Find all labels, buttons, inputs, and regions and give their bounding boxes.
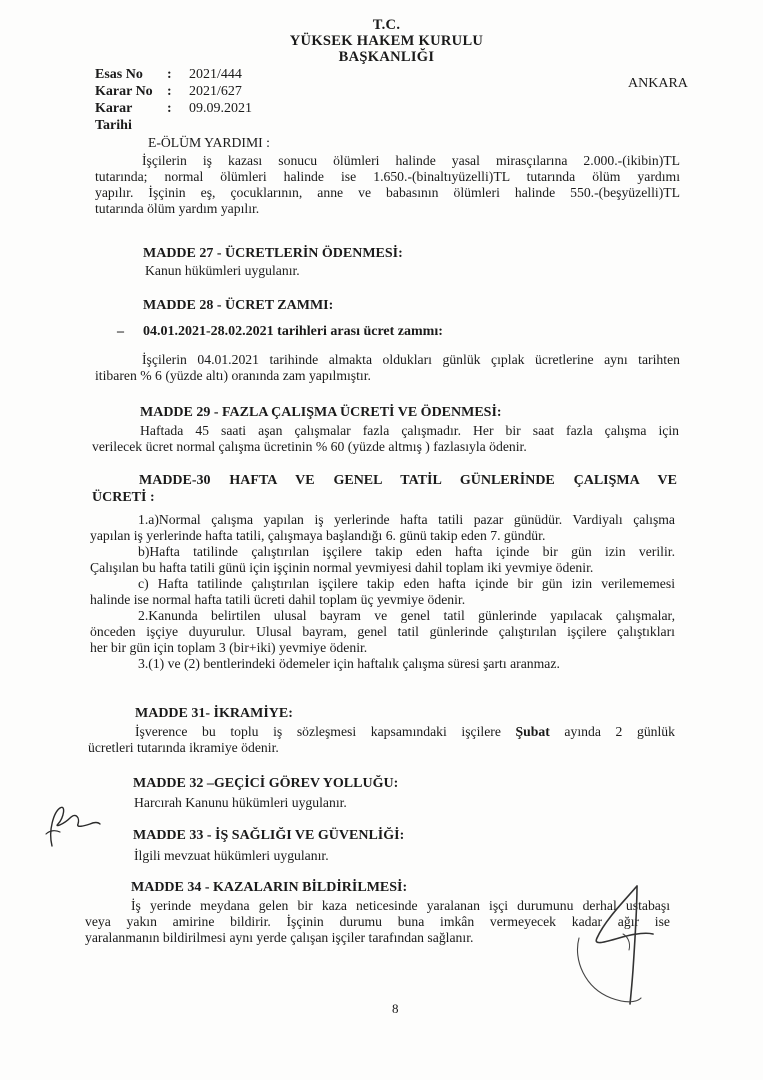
body-line: Haftada 45 saati aşan çalışmalar fazla çalışmadır. Her bir saat fazla çalışma için	[140, 423, 679, 438]
article-28-body	[95, 352, 680, 384]
article-28-title: MADDE 28 - ÜCRET ZAMMI:	[143, 298, 334, 313]
meta-row-esas	[95, 66, 252, 83]
title-line: MADDE-30 HAFTA VE GENEL TATİL GÜNLERİNDE ÇALIŞMA VE	[139, 473, 677, 488]
body-line: verilecek ücret normal çalışma ücretinin % 60 (yüzde altmış ) fazlasıyla ödenir.	[92, 439, 527, 454]
article-28-subtitle: 04.01.2021-28.02.2021 tarihleri arası ücret zammı:	[143, 324, 443, 339]
body-line: önceden işçiye duyurulur. Ulusal bayram, genel tatil günlerinde çalıştırılan işçilere çalıştıkları	[90, 624, 675, 639]
signature-mark	[575, 880, 685, 1010]
body-line: İşçilerin iş kazası sonucu ölümleri halinde yasal mirasçılarına 2.000.-(ikibin)TL	[142, 153, 680, 168]
meta-label: Karar No	[95, 84, 153, 99]
body-line	[88, 724, 675, 740]
header-line-3: BAŞKANLIĞI	[338, 49, 435, 65]
body-text: ayında 2 günlük	[549, 724, 675, 739]
article-29-body	[92, 423, 679, 455]
article-30-body	[90, 512, 675, 672]
body-line: yapılan iş yerlerinde hafta tatili, çalışmaya başlandığı 6. günü takip eden 7. gündür.	[90, 528, 546, 543]
article-27-title: MADDE 27 - ÜCRETLERİN ÖDENMESİ:	[143, 246, 403, 261]
meta-sep: :	[167, 101, 172, 116]
body-line: itibaren % 6 (yüzde altı) oranında zam yapılmıştır.	[95, 368, 371, 383]
article-27-text: Kanun hükümleri uygulanır.	[145, 263, 300, 278]
article-33-text: İlgili mevzuat hükümleri uygulanır.	[134, 848, 329, 863]
body-line: ücretleri tutarında ikramiye ödenir.	[88, 740, 279, 755]
body-line: Çalışılan bu hafta tatili günü için işçinin normal yevmiyesi dahil toplam iki yevmiye ödenir.	[90, 560, 594, 575]
meta-sep: :	[167, 67, 172, 82]
body-line: İşçilerin 04.01.2021 tarihinde almakta oldukları günlük çıplak ücretlerine aynı tarihten	[142, 352, 680, 367]
meta-value: 2021/627	[189, 84, 242, 99]
article-32-text: Harcırah Kanunu hükümleri uygulanır.	[134, 795, 347, 810]
body-line: halinde ise normal hafta tatili ücreti dahil toplam üç yevmiye ödenir.	[90, 592, 466, 607]
body-text: İşverence bu toplu iş sözleşmesi kapsamındaki işçilere	[135, 724, 516, 739]
meta-row-karar	[95, 83, 252, 100]
section-title-e-olum: E-ÖLÜM YARDIMI :	[148, 135, 270, 150]
body-line: yapılır. İşçinin eş, çocuklarının, anne ve babasının ölümleri halinde 550.-(beşyüzelli)TL	[95, 185, 680, 200]
meta-row-tarih	[95, 100, 252, 134]
body-line: veya yakın amirine bildirir. İşçinin durumu buna imkân vermeyecek kadar ağır ise	[85, 914, 670, 929]
body-line: her bir gün için toplam 3 (bir+iki) yevmiye ödenir.	[90, 640, 368, 655]
body-line: 2.Kanunda belirtilen ulusal bayram ve genel tatil günlerinde yapılacak çalışmalar,	[138, 608, 675, 623]
city-label: ANKARA	[628, 76, 688, 91]
body-line: b)Hafta tatilinde çalıştırılan işçilere takip eden hafta içinde bir gün izin verilir.	[138, 544, 675, 559]
body-line: 3.(1) ve (2) bentlerindeki ödemeler için haftalık çalışma süresi şartı aranmaz.	[138, 656, 560, 671]
article-34-title: MADDE 34 - KAZALARIN BİLDİRİLMESİ:	[131, 880, 408, 895]
article-30-title	[92, 472, 677, 506]
page-number: 8	[392, 1001, 399, 1016]
dash-bullet: –	[117, 324, 124, 339]
e-olum-body	[95, 153, 680, 217]
meta-value: 2021/444	[189, 67, 242, 82]
meta-label: Esas No	[95, 67, 143, 82]
body-line: 1.a)Normal çalışma yapılan iş yerlerinde hafta tatili pazar günüdür. Vardiyalı çalışma	[138, 512, 675, 527]
article-31-title: MADDE 31- İKRAMİYE:	[135, 706, 293, 721]
month-highlight: Şubat	[515, 724, 550, 739]
meta-sep: :	[167, 84, 172, 99]
case-meta	[95, 66, 252, 134]
article-33-title: MADDE 33 - İŞ SAĞLIĞI VE GÜVENLİĞİ:	[133, 828, 405, 843]
body-line: İş yerinde meydana gelen bir kaza neticesinde yaralanan işçi durumunu derhal ustabaşı	[131, 898, 670, 913]
header-line-2: YÜKSEK HAKEM KURULU	[289, 33, 484, 49]
body-line: yaralanmanın bildirilmesi aynı yerde çalışan işçiler tarafından sağlanır.	[85, 930, 474, 945]
article-32-title: MADDE 32 –GEÇİCİ GÖREV YOLLUĞU:	[133, 776, 399, 791]
article-29-title: MADDE 29 - FAZLA ÇALIŞMA ÜCRETİ VE ÖDENMESİ:	[140, 405, 502, 420]
body-line: tutarında ölüm yardım yapılır.	[95, 201, 260, 216]
title-line: ÜCRETİ :	[92, 490, 155, 505]
document-header	[0, 17, 763, 65]
header-line-1: T.C.	[372, 17, 401, 33]
article-31-body	[88, 724, 675, 756]
handwritten-initials	[30, 800, 105, 850]
meta-value: 09.09.2021	[189, 101, 252, 116]
body-line: tutarında; normal ölümleri halinde ise 1.650.-(binaltıyüzelli)TL tutarında ölüm yardımı	[95, 169, 680, 184]
meta-label: Karar Tarihi	[95, 101, 133, 133]
body-line: c) Hafta tatilinde çalıştırılan işçilere takip eden hafta içinde bir gün izin verilememesi	[138, 576, 675, 591]
